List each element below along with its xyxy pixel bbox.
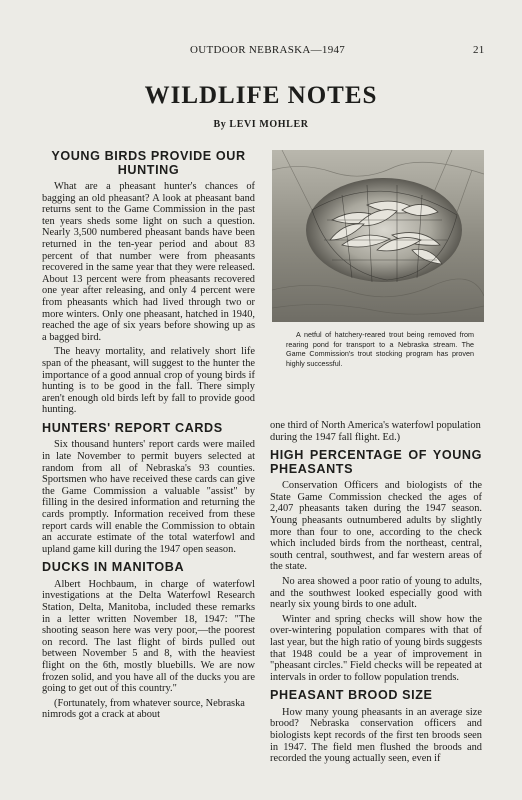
article-byline: By LEVI MOHLER [213, 119, 309, 130]
paragraph: (Fortunately, from whatever source, Nebraska nimrods got a crack at about [42, 697, 245, 721]
paragraph: one third of North America's waterfowl population during the 1947 fall flight. Ed.) [270, 420, 481, 443]
paragraph: Albert Hochbaum, in charge of waterfowl investigations at the Delta Waterfowl Research Station, Delta, Manitoba, included these remarks in a letter written November 18, 1947: "The shooting season here was very poor,—the poorest on record. The last flight of birds pulled out between November 5 and 8, with the heaviest flight on the 6th, mostly bluebills. We are now frozen solid, and you have all of the ducks you are going to get out of this country." [42, 578, 255, 695]
photo-caption [286, 330, 474, 368]
paragraph: No area showed a poor ratio of young to adults, and the southwest looked especially good with nearly six young birds to one adult. [270, 575, 482, 611]
heading-brood-size: PHEASANT BROOD SIZE [270, 688, 433, 703]
running-title: OUTDOOR NEBRASKA—1947 [190, 44, 346, 56]
photo-caption-text: A netful of hatchery-reared trout being removed from rearing pond for transport to a Nebraska stream. The Game Commission's trout stocking program has proven highly successful. [286, 330, 474, 368]
paragraph: The heavy mortality, and relatively short life span of the pheasant, will suggest to the hunter the importance of a good annual crop of young birds if hunting is to be good in the fall. There simply aren't enough old birds left by fall to provide good hunting. [42, 346, 255, 416]
paragraph: Six thousand hunters' report cards were mailed in late November to permit buyers selected at random from all of Nebraska's 93 counties. Sportsmen who have received these cards can give the Game Commission a valuable "assist" by filling in the desired information and returning the cards promptly. Information received from these report cards will enable the Commission to obtain an accurate estimate of the total waterfowl and upland game kill during the 1947 open season. [42, 439, 255, 555]
paragraph: What are a pheasant hunter's chances of bagging an old pheasant? A look at pheasant band returns sent to the Game Commission in the past ten years sheds some light on such a question. Nearly 3,500 numbered pheasant bands have been returned in the ten-year period and about 83 percent of that number were from pheasants recovered in the same year that they were released. About 13 percent were from pheasants recovered one year after releasing, and only 4 percent were from pheasants which had lived through two or more winters. Only one pheasant, hatched in 1940, reached the age of six years before showing up as a bagged bird. [42, 181, 255, 343]
heading-hunters-cards: HUNTERS' REPORT CARDS [42, 420, 223, 435]
paragraph: Winter and spring checks will show how the over-wintering population compares with that of last year, but the high ratio of young birds suggests that 1948 could be a year of improvement in "pheasant circles." Field checks will be repeated at intervals in order to follow population trends. [270, 613, 482, 683]
left-column [42, 150, 255, 724]
right-column [270, 420, 482, 768]
page-number: 21 [473, 44, 485, 56]
heading-ducks-manitoba: DUCKS IN MANITOBA [42, 560, 185, 575]
heading-young-birds: YOUNG BIRDS PROVIDE OUR HUNTING [51, 149, 246, 177]
heading-young-pheasants: HIGH PERCENTAGE OF YOUNG PHEASANTS [270, 448, 482, 476]
paragraph: Conservation Officers and biologists of the State Game Commission checked the ages of 2,407 pheasants taken during the 1947 season. Young pheasants outnumbered adults by slightly more than four to one, according to the check which included birds from the northeast, central, south central, southwest, and far western areas of the state. [270, 480, 482, 573]
article-title: WILDLIFE NOTES [144, 82, 378, 109]
trout-photo [272, 150, 484, 322]
paragraph: How many young pheasants in an average size brood? Nebraska conservation officers and biologists kept records of the first ten broods seen in 1947. The field men flushed the broods and recorded the young actually seen, even if [270, 706, 482, 765]
